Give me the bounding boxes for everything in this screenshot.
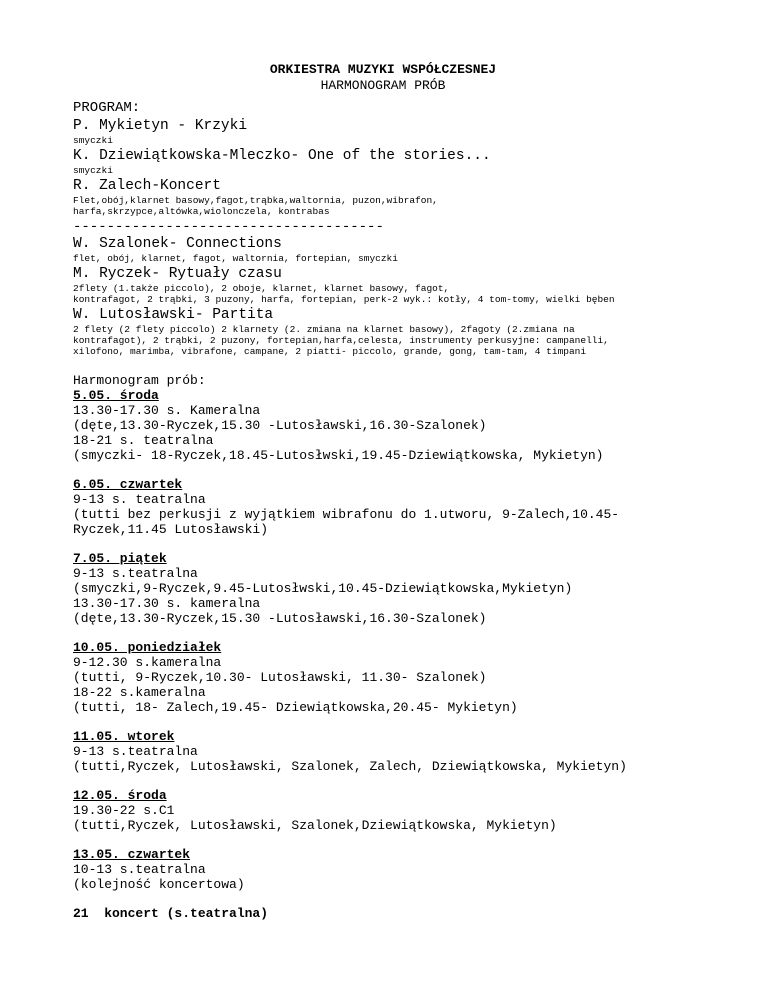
schedule-list: [73, 388, 733, 892]
schedule-day: [73, 477, 733, 537]
piece-instruments: 2flety (1.także piccolo), 2 oboje, klarnet, klarnet basowy, fagot, kontrafagot, 2 trąbki, 3 puzony, harfa, fortepian, perk-2 wyk.: kotły, 4 tom-tomy, wielki bęben: [73, 283, 615, 305]
schedule-day-date: 6.05. czwartek: [73, 477, 183, 492]
schedule-day: [73, 729, 733, 774]
schedule-heading: Harmonogram prób:: [73, 373, 206, 388]
program-piece: [73, 306, 733, 357]
schedule-line: 9-12.30 s.kameralna: [73, 655, 222, 670]
schedule-day: [73, 847, 733, 892]
schedule-line: 18-21 s. teatralna: [73, 433, 214, 448]
document-subtitle: HARMONOGRAM PRÓB: [320, 78, 446, 93]
program-label: PROGRAM:: [73, 100, 141, 116]
program-divider: -------------------------------------: [73, 219, 384, 235]
piece-title: M. Ryczek- Rytuały czasu: [73, 266, 282, 282]
schedule-day: [73, 551, 733, 626]
schedule-line: 9-13 s.teatralna: [73, 744, 198, 759]
schedule-day-date: 12.05. środa: [73, 788, 167, 803]
schedule-line: (smyczki,9-Ryczek,9.45-Lutosłwski,10.45-Dziewiątkowska,Mykietyn): [73, 581, 573, 596]
piece-instruments: Flet,obój,klarnet basowy,fagot,trąbka,waltornia, puzon,wibrafon, harfa,skrzypce,altówka,wiolonczela, kontrabas: [73, 195, 438, 217]
program-piece: [73, 147, 733, 176]
schedule-line: 9-13 s. teatralna: [73, 492, 206, 507]
piece-title: W. Lutosławski- Partita: [73, 307, 274, 323]
program-piece: [73, 117, 733, 146]
schedule-day: [73, 788, 733, 833]
schedule-day-date: 7.05. piątek: [73, 551, 167, 566]
schedule-line: (dęte,13.30-Ryczek,15.30 -Lutosławski,16.30-Szalonek): [73, 611, 487, 626]
schedule-line: 13.30-17.30 s. kameralna: [73, 596, 261, 611]
schedule-line: 19.30-22 s.C1: [73, 803, 175, 818]
schedule-line: (tutti,Ryczek, Lutosławski, Szalonek,Dziewiątkowska, Mykietyn): [73, 818, 557, 833]
program-list-before: [73, 117, 733, 217]
schedule-day-date: 5.05. środa: [73, 388, 159, 403]
piece-title: R. Zalech-Koncert: [73, 178, 221, 194]
program-piece: [73, 235, 733, 264]
schedule-line: (smyczki- 18-Ryczek,18.45-Lutosłwski,19.45-Dziewiątkowska, Mykietyn): [73, 448, 604, 463]
piece-instruments: smyczki: [73, 135, 113, 146]
schedule-line: 13.30-17.30 s. Kameralna: [73, 403, 261, 418]
piece-title: W. Szalonek- Connections: [73, 236, 282, 252]
schedule-line: 10-13 s.teatralna: [73, 862, 206, 877]
concert-line: 21 koncert (s.teatralna): [73, 906, 269, 921]
piece-instruments: 2 flety (2 flety piccolo) 2 klarnety (2. zmiana na klarnet basowy), 2fagoty (2.zmiana na kontrafagot), 2 trąbki, 2 puzony, fortepian,harfa,celesta, instrumenty perkusyjne: campanelli, xilofono, marimba, vibrafone, campane, 2 piatti- piccolo, grande, gong, tam-tam, 4 timpani: [73, 324, 609, 357]
schedule-line: (tutti, 18- Zalech,19.45- Dziewiątkowska,20.45- Mykietyn): [73, 700, 518, 715]
schedule-line: (tutti, 9-Ryczek,10.30- Lutosławski, 11.30- Szalonek): [73, 670, 487, 685]
schedule-line: 9-13 s.teatralna: [73, 566, 198, 581]
program-list-after: [73, 235, 733, 357]
schedule-day: [73, 640, 733, 715]
schedule-line: (tutti bez perkusji z wyjątkiem wibrafonu do 1.utworu, 9-Zalech,10.45- Ryczek,11.45 Lutosławski): [73, 507, 620, 537]
piece-title: K. Dziewiątkowska-Mleczko- One of the stories...: [73, 148, 491, 164]
schedule-line: (tutti,Ryczek, Lutosławski, Szalonek, Zalech, Dziewiątkowska, Mykietyn): [73, 759, 627, 774]
schedule-day-date: 11.05. wtorek: [73, 729, 175, 744]
program-piece: [73, 265, 733, 305]
piece-instruments: flet, obój, klarnet, fagot, waltornia, fortepian, smyczki: [73, 253, 398, 264]
document-page: [73, 62, 733, 921]
program-piece: [73, 177, 733, 217]
title-block: [73, 62, 693, 94]
schedule-day: [73, 388, 733, 463]
schedule-line: (kolejność koncertowa): [73, 877, 245, 892]
document-title: ORKIESTRA MUZYKI WSPÓŁCZESNEJ: [269, 62, 497, 77]
schedule-day-date: 10.05. poniedziałek: [73, 640, 222, 655]
schedule-line: (dęte,13.30-Ryczek,15.30 -Lutosławski,16.30-Szalonek): [73, 418, 487, 433]
schedule-day-date: 13.05. czwartek: [73, 847, 191, 862]
piece-title: P. Mykietyn - Krzyki: [73, 118, 248, 134]
piece-instruments: smyczki: [73, 165, 113, 176]
schedule-line: 18-22 s.kameralna: [73, 685, 206, 700]
